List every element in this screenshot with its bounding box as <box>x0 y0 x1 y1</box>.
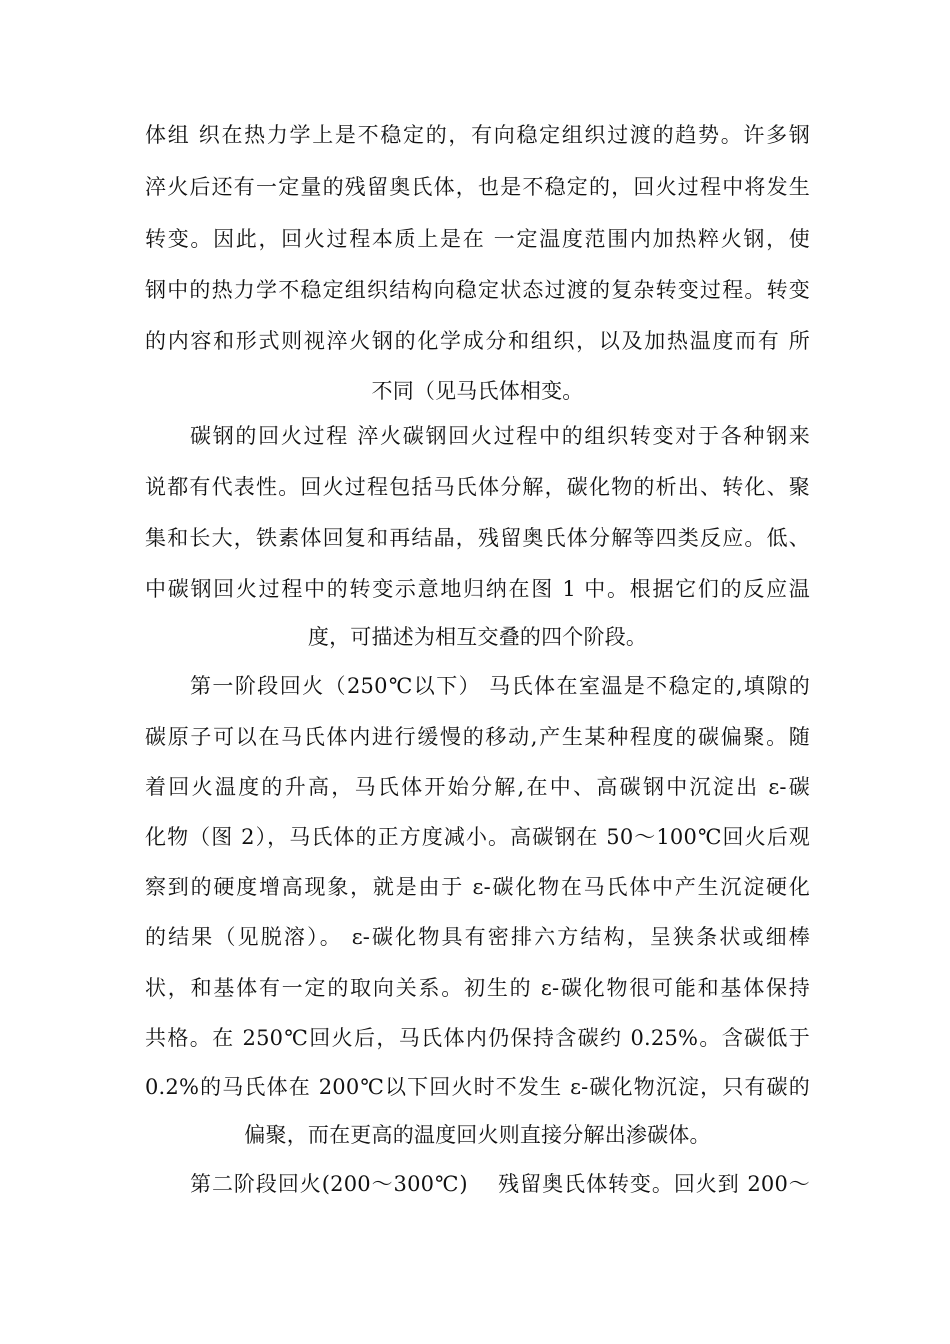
text-line: 度，可描述为相互交叠的四个阶段。 <box>307 625 648 649</box>
text-line: 转变。因此，回火过程本质上是在 一定温度范围内加热粹火钢，使 <box>145 227 810 251</box>
text-line: 钢中的热力学不稳定组织结构向稳定状态过渡的复杂转变过程。转变 <box>145 278 810 302</box>
text-line: 集和长大，铁素体回复和再结晶，残留奥氏体分解等四类反应。低、 <box>145 526 810 550</box>
text-line: 着回火温度的升高，马氏体开始分解,在中、高碳钢中沉淀出 ε-碳 <box>145 775 810 799</box>
text-line: 中碳钢回火过程中的转变示意地归纳在图 1 中。根据它们的反应温 <box>145 577 810 601</box>
paragraph-start-line: 碳钢的回火过程 淬火碳钢回火过程中的组织转变对于各种钢来 <box>190 424 810 448</box>
text-line: 说都有代表性。回火过程包括马氏体分解，碳化物的析出、转化、聚 <box>145 475 810 499</box>
text-line: 偏聚，而在更高的温度回火则直接分解出渗碳体。 <box>244 1123 711 1147</box>
text-line: 共格。在 250℃回火后，马氏体内仍保持含碳约 0.25%。含碳低于 <box>145 1026 810 1050</box>
text-line: 0.2%的马氏体在 200℃以下回火时不发生 ε-碳化物沉淀，只有碳的 <box>145 1075 810 1099</box>
text-line: 的内容和形式则视淬火钢的化学成分和组织，以及加热温度而有 所 <box>145 329 810 353</box>
text-line: 化物（图 2），马氏体的正方度减小。高碳钢在 50～100℃回火后观 <box>145 825 810 849</box>
paragraph-start-line: 第一阶段回火（250℃以下） 马氏体在室温是不稳定的,填隙的 <box>190 674 810 698</box>
text-line: 状，和基体有一定的取向关系。初生的 ε-碳化物很可能和基体保持 <box>145 976 810 1000</box>
text-line: 淬火后还有一定量的残留奥氏体，也是不稳定的，回火过程中将发生 <box>145 175 810 199</box>
text-line: 体组 织在热力学上是不稳定的，有向稳定组织过渡的趋势。许多钢 <box>145 123 810 147</box>
text-line: 不同（见马氏体相变。 <box>371 379 584 403</box>
text-line: 察到的硬度增高现象，就是由于 ε-碳化物在马氏体中产生沉淀硬化 <box>145 875 810 899</box>
text-line: 的结果（见脱溶）。 ε-碳化物具有密排六方结构，呈狭条状或细棒 <box>145 925 810 949</box>
paragraph-start-line: 第二阶段回火(200～300℃) 残留奥氏体转变。回火到 200～ <box>190 1172 810 1196</box>
text-line: 碳原子可以在马氏体内进行缓慢的移动,产生某种程度的碳偏聚。随 <box>145 725 810 749</box>
